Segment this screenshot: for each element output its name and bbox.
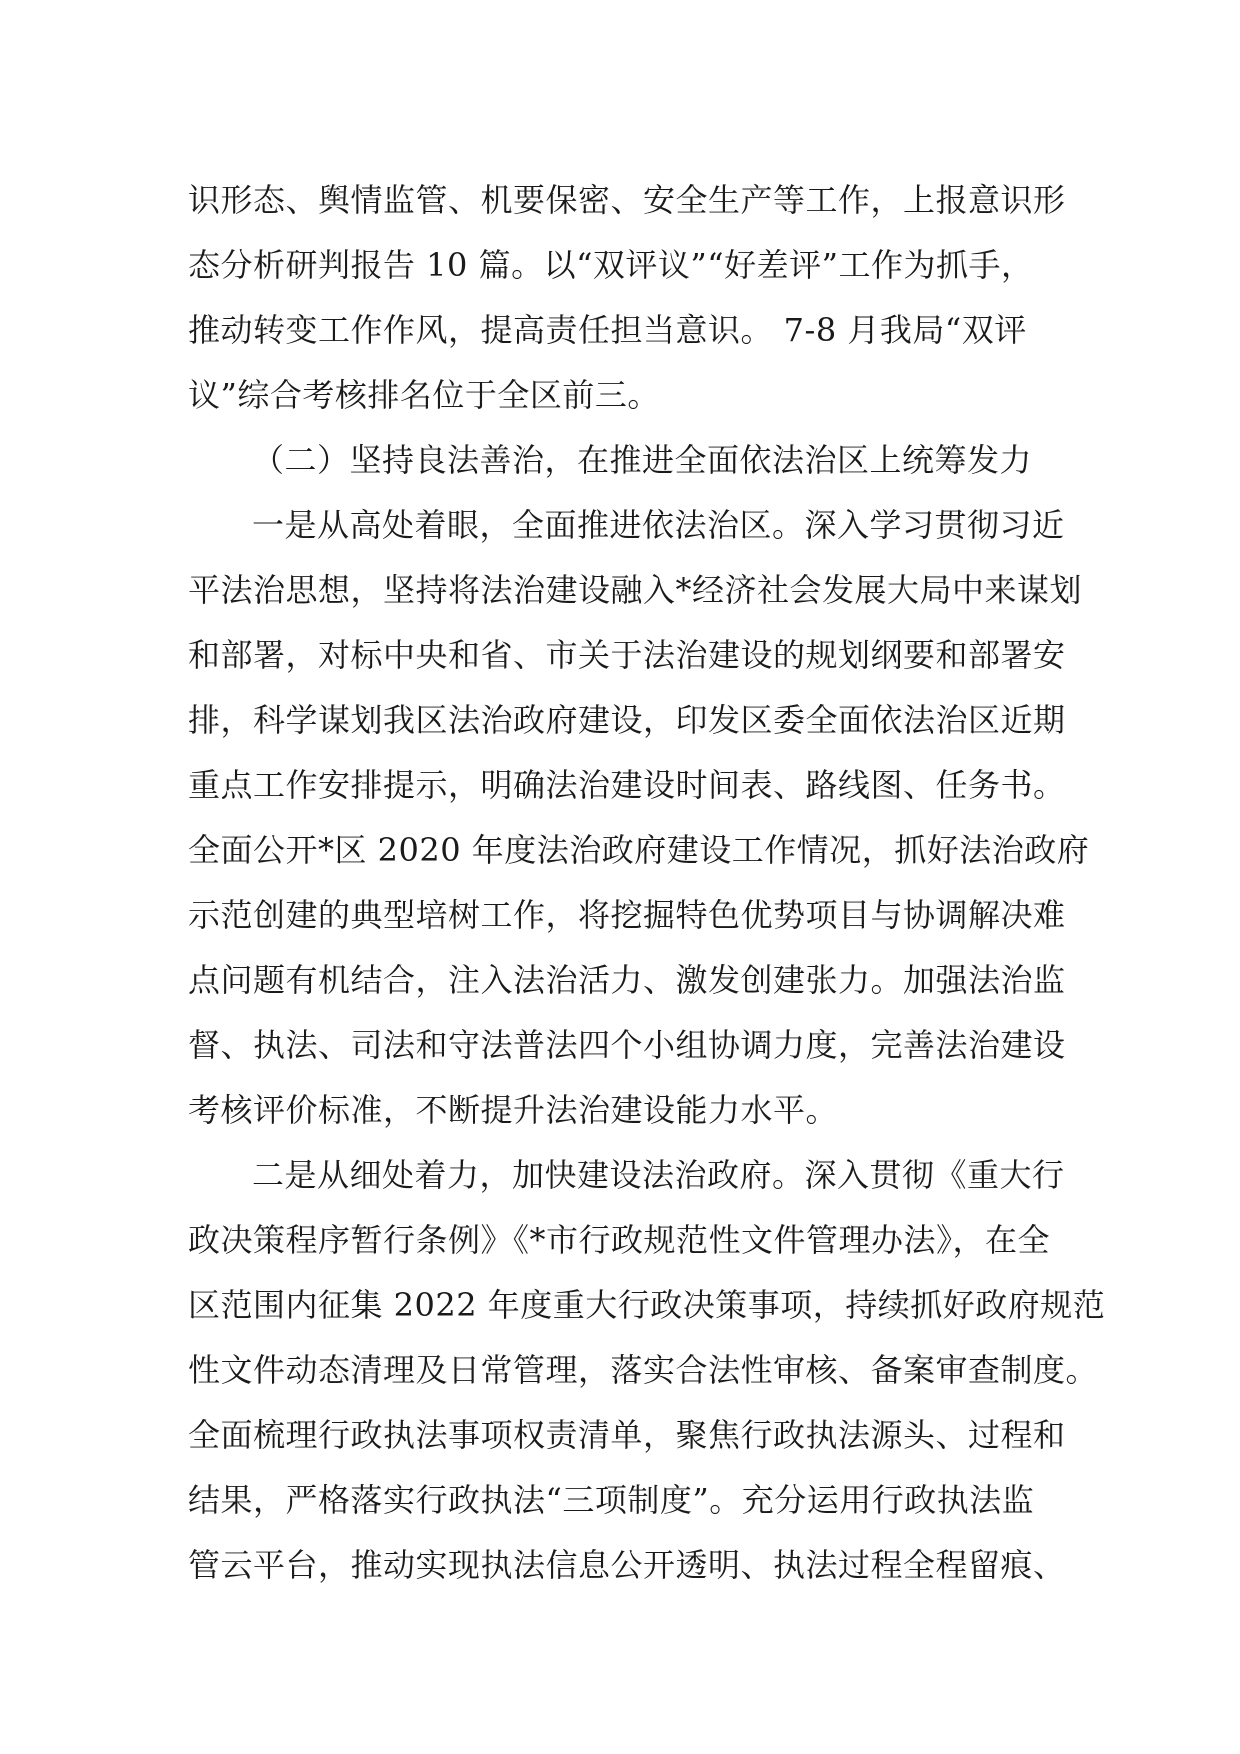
section-heading: （二）坚持良法善治，在推进全面依法治区上统筹发力: [252, 441, 1033, 479]
text-line: 管云平台，推动实现执法信息公开透明、执法过程全程留痕、: [188, 1546, 1066, 1584]
text-line: 议”综合考核排名位于全区前三。: [188, 376, 660, 414]
paragraph-first-line: 一是从高处着眼，全面推进依法治区。深入学习贯彻习近: [252, 506, 1065, 544]
text-line: 政决策程序暂行条例》《*市行政规范性文件管理办法》，在全: [188, 1221, 1051, 1259]
document-body: [188, 168, 1106, 1598]
text-line: 全面梳理行政执法事项权责清单，聚焦行政执法源头、过程和: [188, 1416, 1066, 1454]
text-line: 督、执法、司法和守法普法四个小组协调力度，完善法治建设: [188, 1026, 1066, 1064]
text-line: 示范创建的典型培树工作，将挖掘特色优势项目与协调解决难: [188, 896, 1066, 934]
text-line: 点问题有机结合，注入法治活力、激发创建张力。加强法治监: [188, 961, 1066, 999]
text-line: 重点工作安排提示，明确法治建设时间表、路线图、任务书。: [188, 766, 1066, 804]
text-line: 识形态、舆情监管、机要保密、安全生产等工作，上报意识形: [188, 181, 1066, 219]
text-line: 态分析研判报告 10 篇。以“双评议”“好差评”工作为抓手，: [188, 246, 1034, 284]
text-line: 排，科学谋划我区法治政府建设，印发区委全面依法治区近期: [188, 701, 1066, 739]
text-line: 全面公开*区 2020 年度法治政府建设工作情况，抓好法治政府: [188, 831, 1090, 869]
text-line: 推动转变工作作风，提高责任担当意识。 7-8 月我局“双评: [188, 311, 1027, 349]
text-line: 和部署，对标中央和省、市关于法治建设的规划纲要和部署安: [188, 636, 1066, 674]
text-line: 区范围内征集 2022 年度重大行政决策事项，持续抓好政府规范: [188, 1286, 1106, 1324]
text-line: 结果，严格落实行政执法“三项制度”。充分运用行政执法监: [188, 1481, 1035, 1519]
paragraph-first-line: 二是从细处着力，加快建设法治政府。深入贯彻《重大行: [252, 1156, 1065, 1194]
text-line: 平法治思想，坚持将法治建设融入*经济社会发展大局中来谋划: [188, 571, 1083, 609]
text-line: 性文件动态清理及日常管理，落实合法性审核、备案审查制度。: [188, 1351, 1099, 1389]
text-line: 考核评价标准，不断提升法治建设能力水平。: [188, 1091, 839, 1129]
